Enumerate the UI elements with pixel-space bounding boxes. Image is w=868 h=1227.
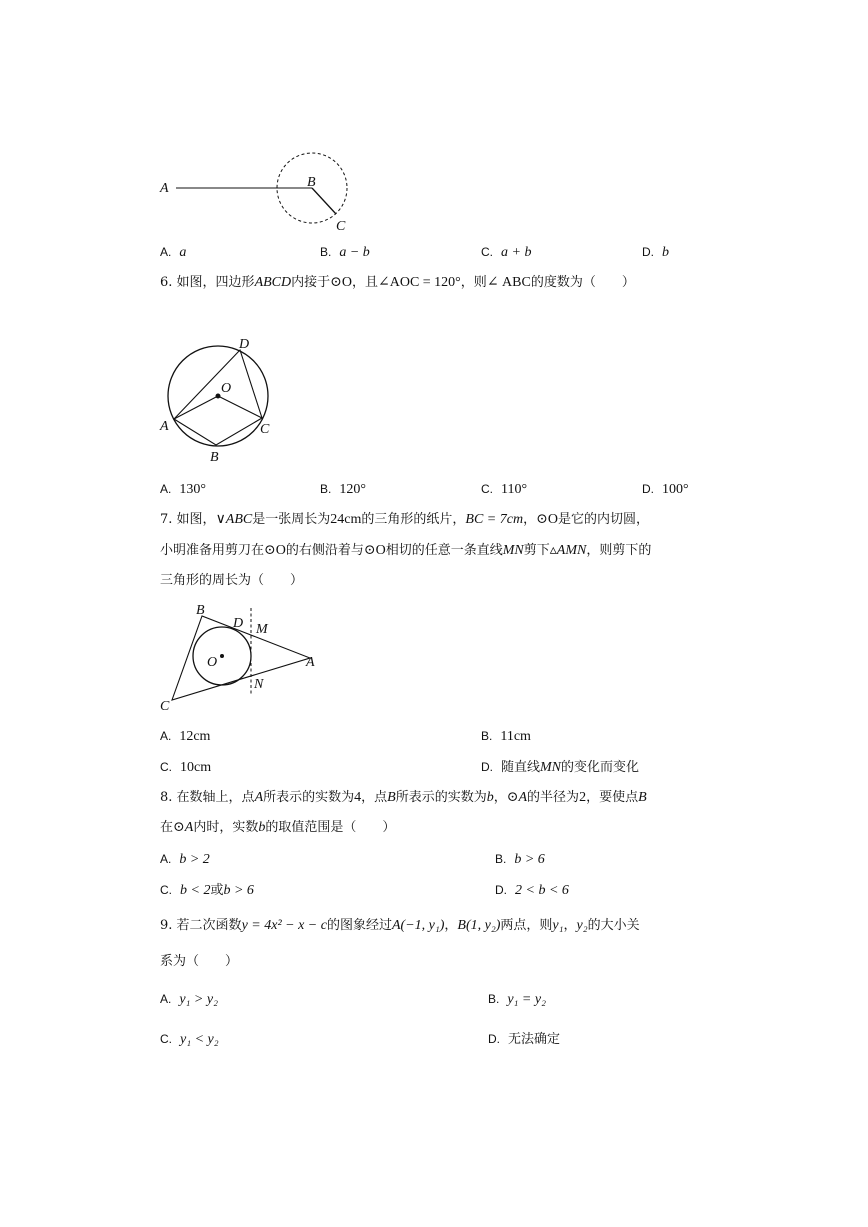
q7-option-d[interactable]: D. 随直线MN的变化而变化	[481, 760, 640, 775]
label-c: C	[260, 422, 270, 437]
label-a: A	[306, 655, 315, 670]
q7-stem-line1: 7. 如图，∨ABC是一张周长为24cm的三角形的纸片，BC = 7cm，⊙O是它的内切圆，	[160, 512, 649, 527]
label-d: D	[239, 337, 250, 352]
q9-option-c[interactable]: C. y₁ < y₂	[160, 1032, 219, 1047]
q5-option-a[interactable]	[160, 244, 186, 261]
q9-option-b[interactable]: B. y₁ = y₂	[488, 992, 546, 1007]
label-b: B	[307, 175, 316, 190]
q8-stem-line2: 在⊙A内时，实数b的取值范围是（ ）	[160, 820, 396, 835]
q7-option-b[interactable]: B. 11cm	[481, 729, 531, 744]
option-text: b	[662, 245, 669, 260]
q7-option-c[interactable]: C. 10cm	[160, 760, 212, 775]
center-o-dot	[216, 394, 221, 399]
q5-option-b[interactable]	[320, 244, 370, 261]
option-text: a − b	[339, 245, 370, 260]
q7-stem-line2: 小明准备用剪刀在⊙O的右侧沿着与⊙O相切的任意一条直线MN剪下▵AMN，则剪下的	[160, 543, 652, 558]
q9-stem-line2: 系为（ ）	[160, 954, 239, 969]
q8-option-b[interactable]: B. b > 6	[495, 852, 545, 867]
q6-option-a[interactable]: A. 130°	[160, 482, 206, 497]
q8-stem-line1: 8. 在数轴上，点A所表示的实数为4，点B所表示的实数为b，⊙A的半径为2，要使点B	[160, 790, 647, 805]
label-c: C	[160, 699, 170, 714]
q7-figure	[150, 600, 330, 715]
option-letter: A.	[160, 245, 172, 259]
option-text: a	[179, 245, 187, 260]
option-letter: B.	[320, 245, 332, 259]
label-b: B	[210, 450, 219, 465]
q6-option-d[interactable]: D. 100°	[642, 482, 689, 497]
label-c: C	[336, 219, 346, 234]
q5-option-d[interactable]	[642, 244, 669, 261]
center-o-dot	[220, 654, 224, 658]
q9-option-a[interactable]: A. y₁ > y₂	[160, 992, 218, 1007]
q9-option-d[interactable]: D. 无法确定	[488, 1032, 561, 1047]
label-m: M	[256, 622, 268, 637]
label-n: N	[254, 677, 264, 692]
q6-stem: 6. 如图，四边形ABCD内接于⊙O，且∠AOC = 120°，则∠ ABC的度数为（ ）	[160, 275, 635, 290]
q7-option-a[interactable]: A. 12cm	[160, 729, 211, 744]
q7-stem-line3: 三角形的周长为（ ）	[160, 573, 304, 588]
q5-option-c[interactable]	[481, 244, 531, 261]
option-text: a + b	[501, 245, 532, 260]
q6-option-b[interactable]: B. 120°	[320, 482, 366, 497]
label-a: A	[160, 419, 169, 434]
q8-option-d[interactable]: D. 2 < b < 6	[495, 883, 569, 898]
q9-stem-line1: 9. 若二次函数y = 4x² − x − c的图象经过A(−1, y₁)，B(1, y₂)两点，则y₁，y₂的大小关	[160, 918, 640, 933]
label-b: B	[196, 603, 205, 618]
q5-figure	[150, 150, 360, 240]
q8-option-c[interactable]: C. b < 2或b > 6	[160, 883, 254, 898]
option-letter: D.	[642, 245, 654, 259]
q6-figure	[150, 330, 290, 470]
label-d: D	[233, 616, 244, 631]
label-a: A	[160, 181, 169, 196]
label-o: O	[221, 381, 232, 396]
label-o: O	[207, 655, 218, 670]
option-letter: C.	[481, 245, 493, 259]
segment-bc	[312, 188, 336, 214]
q6-option-c[interactable]: C. 110°	[481, 482, 528, 497]
segment-oa	[174, 396, 218, 419]
q8-option-a[interactable]: A. b > 2	[160, 852, 210, 867]
